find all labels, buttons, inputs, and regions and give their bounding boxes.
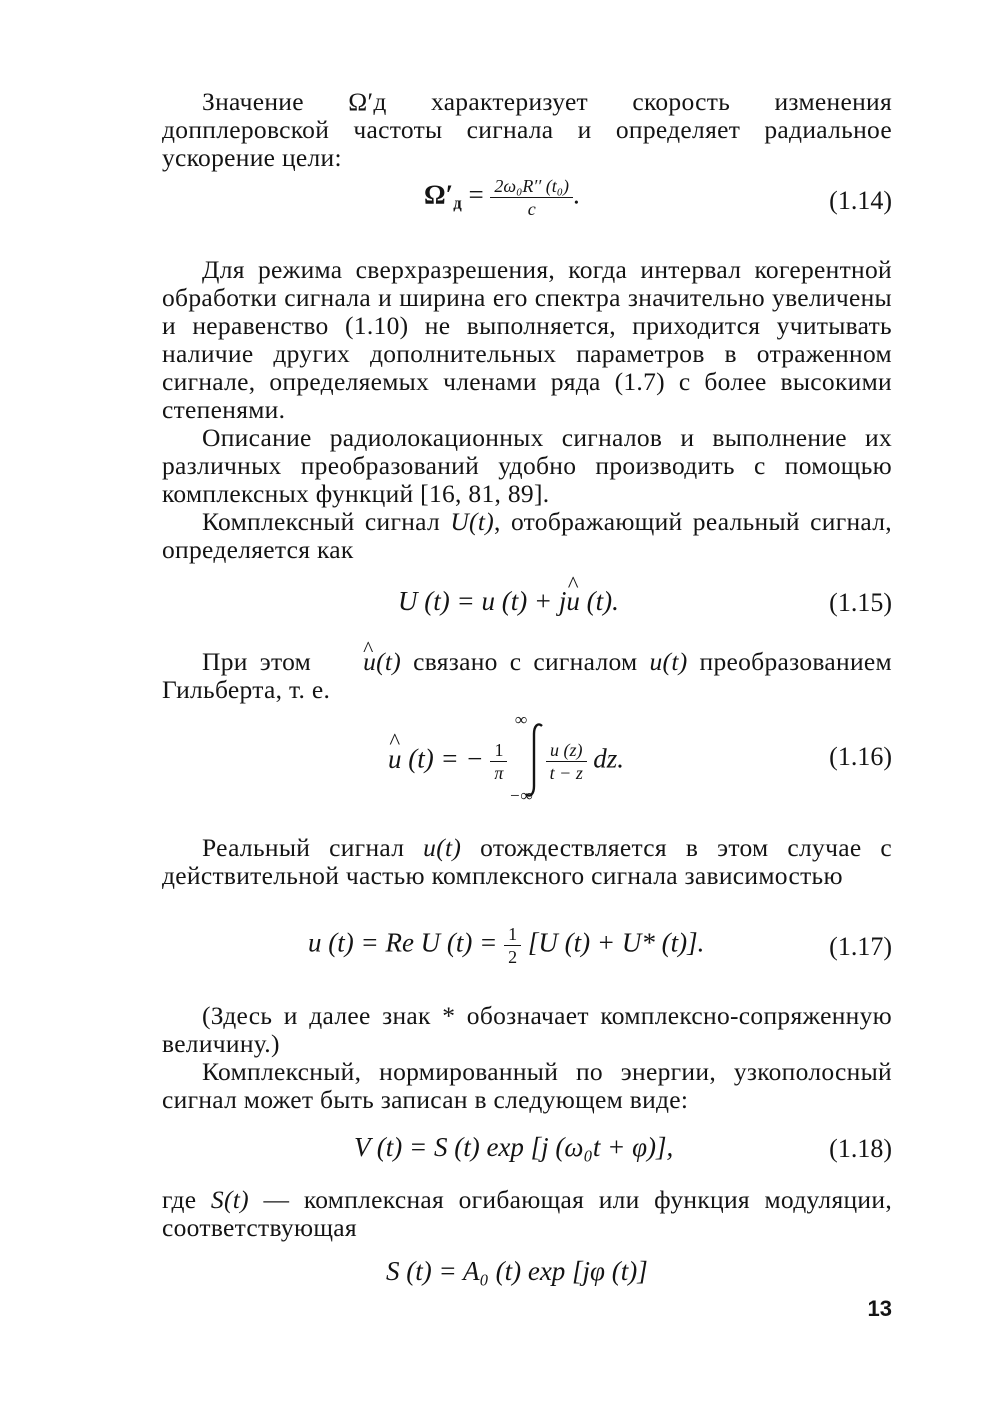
paragraph-4: [162, 508, 892, 564]
eq116-dz: dz.: [586, 743, 625, 774]
eq116-fraction: [546, 740, 587, 783]
equation-number-1-16: (1.16): [829, 742, 892, 771]
eq116-coeff-num: 1: [490, 740, 507, 762]
paragraph-1: Значение Ω′д характеризует скорость изменения допплеровской частоты сигнала и определяет радиальное ускорение цели:: [162, 87, 892, 172]
eq115-main: U (t) = u (t) + j: [398, 586, 567, 616]
eq116-lower-limit: −∞: [509, 786, 533, 805]
paragraph-6: [162, 834, 892, 890]
equation-number-1-18: (1.18): [829, 1134, 892, 1163]
p5-symbol: u(t): [649, 647, 688, 676]
equation-1-18: V (t) = S (t) exp [j (ω₀t + φ)],: [354, 1132, 674, 1162]
eq114-lhs-sub: д: [453, 193, 462, 213]
eq114-equals: =: [461, 179, 491, 210]
eq117-half: [504, 924, 521, 967]
paragraph-3: Описание радиолокационных сигналов и выполнение их различных преобразований удобно производить с помощью комплексных функций [16, 81, 89].: [162, 423, 892, 508]
eq114-lhs: Ω′: [424, 179, 454, 210]
equation-1-16-lhs: [388, 740, 507, 783]
eq116-denominator: t − z: [549, 763, 583, 783]
p5-post: преобразованием Гильберта, т. е.: [162, 647, 892, 704]
eq114-tail: .: [573, 179, 580, 210]
eq117-half-num: 1: [504, 924, 521, 946]
eq116-lhs-rest: (t) = −: [401, 743, 484, 774]
eq114-denominator: c: [527, 199, 536, 219]
p4-symbol: U(t): [450, 507, 495, 536]
equation-1-14: [424, 176, 580, 219]
equation-envelope: S (t) = A₀ (t) exp [jφ (t)]: [386, 1256, 648, 1286]
equation-1-16-rhs: [546, 740, 624, 783]
eq117-rhs: [U (t) + U* (t)].: [521, 927, 705, 958]
p6-post: отождествляется в этом случае с действительной частью комплексного сигнала зависимостью: [162, 833, 892, 890]
p5-arg: (t): [376, 647, 402, 676]
eq115-tail: (t).: [579, 586, 619, 616]
eq116-coeff: [490, 740, 507, 783]
equation-number-1-14: (1.14): [829, 186, 892, 215]
p9-symbol: S(t): [210, 1185, 249, 1214]
p4-pre: Комплексный сигнал: [202, 507, 451, 536]
p6-pre: Реальный сигнал: [202, 833, 424, 862]
eq117-half-den: 2: [508, 947, 518, 967]
eq116-coeff-den: π: [494, 763, 504, 783]
paragraph-9: [162, 1186, 892, 1242]
equation-number-1-17: (1.17): [829, 932, 892, 961]
eq116-upper-limit: ∞: [515, 710, 528, 729]
equation-1-15: [398, 586, 619, 617]
p9-pre: где: [162, 1185, 211, 1214]
p4-post: , отображающий реальный сигнал, определяется как: [162, 507, 892, 564]
eq117-lhs: u (t) = Re U (t) =: [308, 927, 505, 958]
eq116-numerator: u (z): [546, 740, 587, 762]
paragraph-2: Для режима сверхразрешения, когда интервал когерентной обработки сигнала и ширина его спектра значительно увеличены и неравенство (1.10) не выполняется, приходится учитывать наличие других дополнительных параметров в отраженном сигнале, определяемых членами ряда (1.7) с более высокими степенями.: [162, 255, 892, 424]
p6-symbol: u(t): [423, 833, 462, 862]
page-number: 13: [867, 1296, 892, 1321]
paragraph-7: (Здесь и далее знак * обозначает комплексно-сопряженную величину.): [162, 1001, 892, 1058]
paragraph-8: Комплексный, нормированный по энергии, узкополосный сигнал может быть записан в следующем виде:: [162, 1057, 892, 1114]
eq114-fraction: [490, 176, 573, 219]
equation-1-17: [308, 924, 704, 967]
eq116-hat-u: ^ u: [388, 744, 402, 775]
p5-hat-u: ^ u: [323, 648, 376, 676]
paragraph-5: [162, 648, 892, 704]
p9-post: — комплексная огибающая или функция модуляции, соответствующая: [162, 1185, 893, 1242]
eq114-numerator: 2ω₀R′′ (t₀): [490, 176, 573, 198]
equation-number-1-15: (1.15): [829, 588, 892, 617]
p5-mid: связано с сигналом: [401, 647, 650, 676]
eq115-hat-u: ^ u: [566, 586, 580, 617]
p5-pre: При этом: [202, 647, 324, 676]
